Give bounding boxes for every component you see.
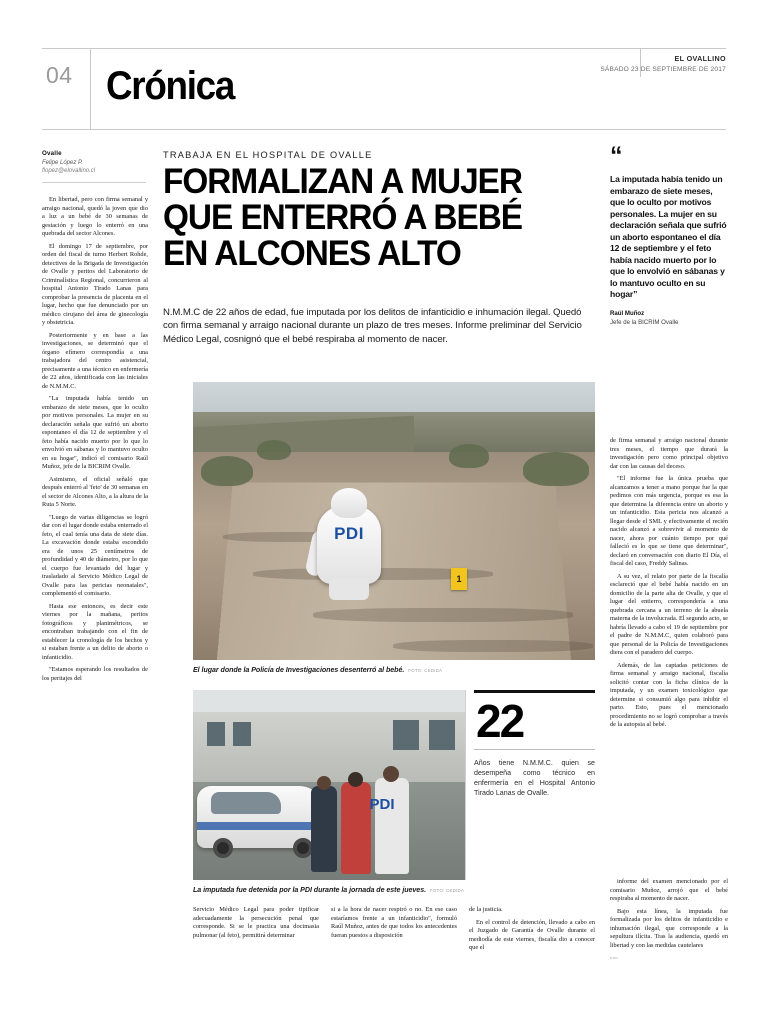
- masthead: [42, 48, 726, 130]
- byline-email: flopez@elovallino.cl: [42, 168, 96, 174]
- photo1-tire-tread: [393, 640, 593, 652]
- masthead-top-rule: [42, 48, 726, 49]
- end-mark: ooo: [610, 955, 619, 960]
- photo2-pdi-badge-text: PDI: [369, 796, 395, 813]
- photo2-window: [207, 722, 225, 746]
- pdi-badge-text: PDI: [334, 524, 364, 543]
- photo2-window: [393, 720, 419, 750]
- photo1-tire-tread: [313, 608, 573, 622]
- paragraph: de firma semanal y arraigo nacional durante tres meses, el tiempo que durará la investigación pero como principal objetivo dar con las causas del deceso.: [610, 437, 728, 470]
- paragraph: En el control de detención, llevado a cabo en el Juzgado de Garantía de Ovalle durante el mediodía de este viernes, fiscalía dio a conocer que el: [469, 918, 595, 951]
- paragraph: En libertad, pero con firma semanal y arraigo nacional, quedó la joven que dio a luz a un bebé de 30 semanas de gestación y luego lo enterró en una quebrada del sector Alcones.: [42, 196, 148, 237]
- paragraph: "El informe fue la única prueba que alcanzamos a tener a mano porque fue la que pedimos con más urgencia, porque es esa la que determina la diferencia entre un aborto y un infanticidio. Esta pericia nos alcanzó a llegar desde el SML y efectivamente el recién nacido alcanzó a sobrevivir al momento de nacer, ahora por cuánto tiempo por qué falleció es lo que se tiene que determinar", declaró en conversación con diario El Día, el fiscal del caso, Freddy Salinas.: [610, 475, 728, 567]
- photo2-window: [429, 720, 455, 750]
- photo-detention: [193, 690, 465, 880]
- brand-name: EL OVALLINO: [674, 54, 726, 63]
- byline: [42, 150, 146, 183]
- photo2-vehicle-stripe: [197, 822, 325, 830]
- body-column-right: [610, 437, 728, 877]
- photo1-shrub: [201, 456, 253, 486]
- masthead-bottom-rule: [42, 129, 726, 130]
- masthead-vertical-rule: [90, 49, 91, 129]
- factoid-description: Años tiene N.M.M.C. quien se desempeña como técnico en enfermería en el Hospital Antonio Tirado Lanas de Ovalle.: [474, 759, 595, 797]
- paragraph: de la justicia.: [469, 906, 503, 913]
- photo2-head: [317, 776, 331, 790]
- photo1-shrub: [523, 452, 589, 486]
- photo2-vehicle-wheel: [293, 838, 313, 858]
- paragraph: Posteriormente y en base a las investigaciones, se determinó que el órgano efímero correspondía a una trabajadora del centro asistencial, precisamente a una técnico en enfermería de 22 años, identificada con las iniciales de N.M.M.C.: [42, 331, 148, 390]
- pull-quote: [610, 142, 728, 326]
- photo1-caption: [193, 666, 595, 674]
- paragraph: Asimismo, el oficial señaló que después enterró al 'feto' de 30 semanas en el sector de Alcones Alto, a la altura de la Ruta 5 Norte.: [42, 475, 148, 508]
- photo2-head: [348, 772, 363, 787]
- pull-quote-name: Raúl Muñoz: [610, 309, 645, 317]
- headline-line-3: EN ALCONES ALTO: [163, 233, 461, 273]
- photo1-officer-hood: [331, 488, 367, 518]
- photo1-evidence-marker: [451, 568, 467, 590]
- photo1-shrub: [449, 444, 489, 468]
- evidence-marker-number: 1: [456, 574, 462, 584]
- pull-quote-text: La imputada había tenido un embarazo de siete meses, que lo oculto por motivos personales. La mujer en su declaración señala que sufrió un aborto espontaneo el día 12 de septiembre y el feto había nacido muerto por lo que lo envolvió en sábanas y lo mantuvo oculto en su hogar”: [610, 174, 727, 299]
- paragraph: Además, de las captadas peticiones de firma semanal y arraigo nacional, fiscalía solicitó contar con la ficha clínica de la imputada, y un examen toxicológico que determine si consumió algo para inhibir el parto. Esto, pues el mencionado procedimiento no se logró comprobar a través de la autopsia al bebé.: [610, 661, 728, 728]
- byline-author: Felipe López P.: [42, 160, 83, 166]
- photo1-forensic-officer: [311, 486, 387, 598]
- pull-quote-attribution: [610, 310, 728, 326]
- bottom-column-1: [193, 906, 319, 1014]
- paragraph: Servicio Médico Legal para poder tipificar adecuadamente la persecución penal que corresponde. Si se le practica una docimasia pulmonar (al feto), permitirá determinar: [193, 906, 319, 939]
- headline-line-2: QUE ENTERRÓ A BEBÉ: [163, 197, 523, 237]
- article-headline: [163, 163, 571, 271]
- photo2-head: [383, 766, 399, 782]
- photo2-credit: FOTO: CEDIDA: [430, 888, 465, 893]
- brand-date: SÁBADO 23 DE SEPTIEMBRE DE 2017: [600, 66, 726, 73]
- photo1-officer-leg: [329, 578, 369, 600]
- paragraph: Hasta ese entonces, es decir este viernes por la mañana, peritos fotográficos y planimétricos, se encontraban trabajando con el fin de establecer la cronología de los hechos y si estaban frente a un delito de aborto o infanticidio.: [42, 602, 148, 661]
- photo2-officer-figure: [311, 786, 337, 872]
- paragraph: El domingo 17 de septiembre, por orden del fiscal de turno Herbert Rohde, detectives de la Brigada de Investigación de Ovalle y peritos del Laboratorio de Criminalística Regional, concurrieron al hospital Antonio Tirado Lanas para comprobar la presencia de placenta en el lugar, hecho que fue denunciado por un médico cirujano del área de ginecología y obstetricia.: [42, 242, 148, 326]
- byline-location: Ovalle: [42, 150, 62, 157]
- photo2-vehicle-window: [211, 792, 281, 814]
- photo1-caption-text: El lugar donde la Policía de Investigaciones desenterró al bebé.: [193, 666, 405, 674]
- photo1-credit: FOTO: CEDIDA: [408, 668, 443, 673]
- factoid-number-box: [474, 690, 595, 798]
- page-folio: 04: [46, 62, 73, 88]
- factoid-divider-rule: [474, 749, 595, 750]
- bottom-column-2: [331, 906, 457, 1014]
- factoid-vertical-rule: [465, 690, 466, 880]
- article-kicker: TRABAJA EN EL HOSPITAL DE OVALLE: [163, 150, 373, 160]
- paragraph: si a la hora de nacer respiró o no. En ese caso estaríamos frente a un infanticidio", formuló Raúl Muñoz, antes de que todos los antecedentes fueran puestos a disposición: [331, 906, 457, 939]
- factoid-number: 22: [476, 695, 524, 747]
- pull-quote-role: Jefe de la BICRIM Ovalle: [610, 318, 679, 326]
- section-title: Crónica: [106, 64, 235, 108]
- photo2-window: [233, 722, 251, 746]
- paragraph: Bajo esta línea, la imputada fue formalizada por los delitos de infanticidio e inhumación ilegal, que corresponde a la sepultura ilícita. Tras la audiencia, quedó en libertad y con las medidas cautelares: [610, 907, 728, 949]
- quote-mark-icon: “: [610, 142, 622, 170]
- photo2-vehicle-wheel: [213, 838, 233, 858]
- photo-excavation-site: [193, 382, 595, 660]
- byline-rule: [42, 182, 146, 183]
- article-lead: N.M.M.C de 22 años de edad, fue imputada por los delitos de infanticidio e inhumación ilegal. Quedó con firma semanal y arraigo nacional durante un plazo de tres meses. Informe preliminar del Servicio Médico Legal, cosnignó que el bebé respiraba al momento de nacer.: [163, 307, 582, 345]
- bottom-columns: [193, 906, 595, 1014]
- bottom-column-3: [469, 906, 595, 1014]
- paragraph: "La imputada había tenido un embarazo de siete meses, que lo oculto por motivos personales. La mujer en su declaración señala que sufrió un aborto espontaneo el día 12 de septiembre y el feto había nacido muerto por lo que lo envolvió en sábanas y lo mantuvo oculto en su hogar", indicó el comisario Raúl Muñoz, jefe de la BICRIM Ovalle.: [42, 395, 148, 470]
- body-column-right-tail: [610, 878, 728, 1014]
- body-column-left: [42, 196, 148, 1014]
- photo2-pdi-officer-figure: [375, 778, 409, 874]
- photo2-caption: [193, 886, 465, 894]
- paragraph: A su vez, el relato por parte de la fiscalía esclareció que el bebé había nacido en un domicilio de la parte alta de Ovalle, y que el lugar del entierro, correspondería a una quebrada cercana a un terreno de la abuela materna de la involucrada. El segundo acto, se habría llevado a cabo el 19 de septiembre por el padre de N.M.M.C, quien colaboró para que personal de la Policía de Investigaciones diera con el paradero del cuerpo.: [610, 572, 728, 656]
- photo1-shrub: [257, 440, 291, 460]
- paragraph: "Luego de varias diligencias se logró dar con el lugar donde estaba enterrado el feto, el cual tenía una data de siete días. La excavación donde estaba escondido era de unos 25 centímetros de profundidad y 40 de diámetro, por lo que el cuerpo fue levantado del lugar y trasladado al Servicio Médico Legal de Ovalle para las pericias neonatales", complementó el comisario.: [42, 513, 148, 597]
- headline-line-1: FORMALIZAN A MUJER: [163, 161, 522, 201]
- paragraph: "Estamos esperando los resultados de los peritajes del: [42, 666, 148, 682]
- paragraph: informe del examen mencionado por el comisario Muñoz, arrojó que el bebé respiraba al momento de nacer.: [610, 878, 728, 902]
- photo2-caption-text: La imputada fue detenida por la PDI durante la jornada de este jueves.: [193, 886, 427, 894]
- brand-block: [600, 54, 726, 73]
